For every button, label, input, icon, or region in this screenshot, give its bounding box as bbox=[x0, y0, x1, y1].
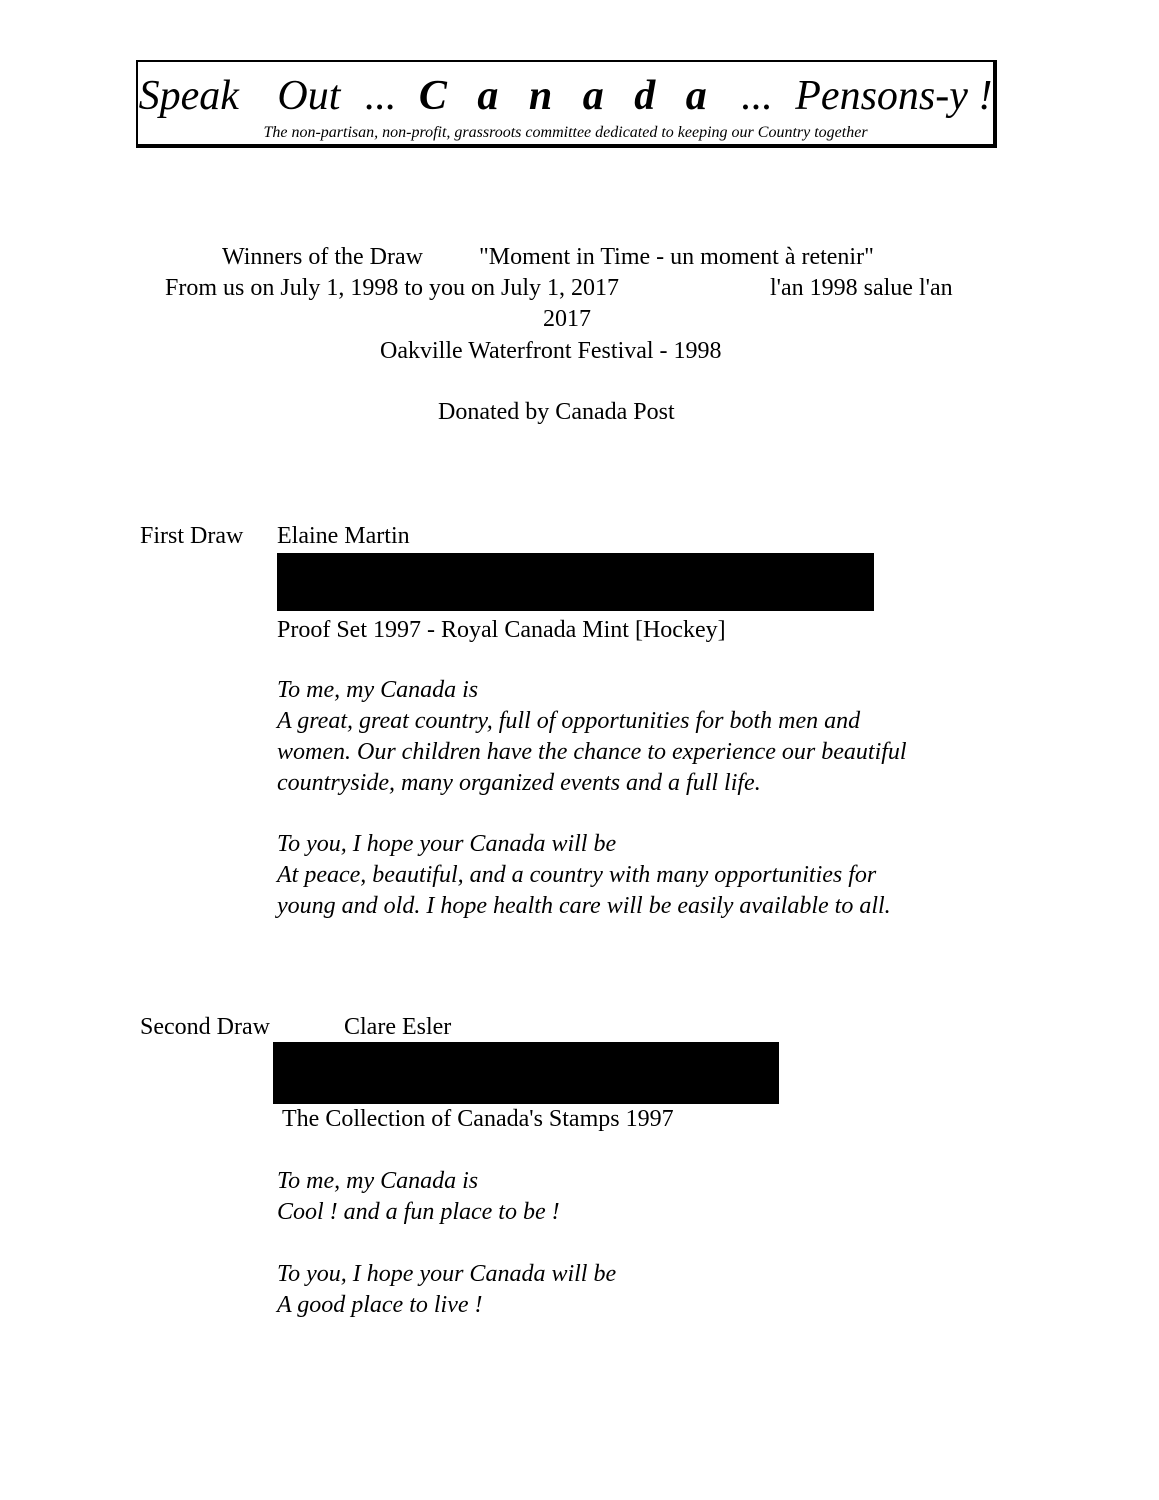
you-line: A good place to live ! bbox=[277, 1292, 483, 1318]
me-line: countryside, many organized events and a full life. bbox=[277, 770, 761, 796]
draw-label: Second Draw bbox=[140, 1014, 270, 1040]
me-heading: To me, my Canada is bbox=[277, 1168, 479, 1194]
draw-name: "Moment in Time - un moment à retenir" bbox=[479, 244, 874, 270]
you-heading: To you, I hope your Canada will be bbox=[277, 831, 617, 857]
you-line: At peace, beautiful, and a country with many opportunities for bbox=[277, 862, 877, 888]
me-heading: To me, my Canada is bbox=[277, 677, 479, 703]
english-dates-line: From us on July 1, 1998 to you on July 1, 2017 bbox=[165, 275, 620, 301]
redaction-bar bbox=[273, 1042, 779, 1104]
prize: The Collection of Canada's Stamps 1997 bbox=[282, 1106, 674, 1132]
you-line: young and old. I hope health care will be easily available to all. bbox=[277, 893, 891, 919]
banner-title-speak: Speak bbox=[138, 73, 239, 119]
banner-title-canada: C a n a d a bbox=[418, 73, 717, 119]
banner-title-ellipsis-2: ... bbox=[741, 73, 773, 119]
donated-by: Donated by Canada Post bbox=[438, 399, 675, 425]
winners-label: Winners of the Draw bbox=[222, 244, 423, 270]
event-name: Oakville Waterfront Festival - 1998 bbox=[380, 338, 722, 364]
draw-label: First Draw bbox=[140, 523, 244, 549]
banner-title-ellipsis-1: ... bbox=[364, 73, 397, 119]
banner-title-pensons: Pensons-y ! bbox=[795, 73, 993, 119]
prize: Proof Set 1997 - Royal Canada Mint [Hockey] bbox=[277, 617, 726, 643]
banner-title bbox=[138, 72, 993, 120]
header-banner bbox=[136, 60, 997, 148]
banner-title-out: Out bbox=[277, 73, 341, 119]
winner-name: Clare Esler bbox=[344, 1014, 452, 1040]
you-heading: To you, I hope your Canada will be bbox=[277, 1261, 617, 1287]
french-dates-line: l'an 1998 salue l'an bbox=[770, 275, 953, 301]
banner-subtitle: The non-partisan, non-profit, grassroots committee dedicated to keeping our Country together bbox=[263, 124, 868, 141]
redaction-bar bbox=[277, 553, 874, 611]
me-line: A great, great country, full of opportunities for both men and bbox=[277, 708, 861, 734]
me-line: women. Our children have the chance to experience our beautiful bbox=[277, 739, 907, 765]
french-dates-line-cont: 2017 bbox=[543, 306, 591, 332]
winner-name: Elaine Martin bbox=[277, 523, 410, 549]
me-line: Cool ! and a fun place to be ! bbox=[277, 1199, 560, 1225]
